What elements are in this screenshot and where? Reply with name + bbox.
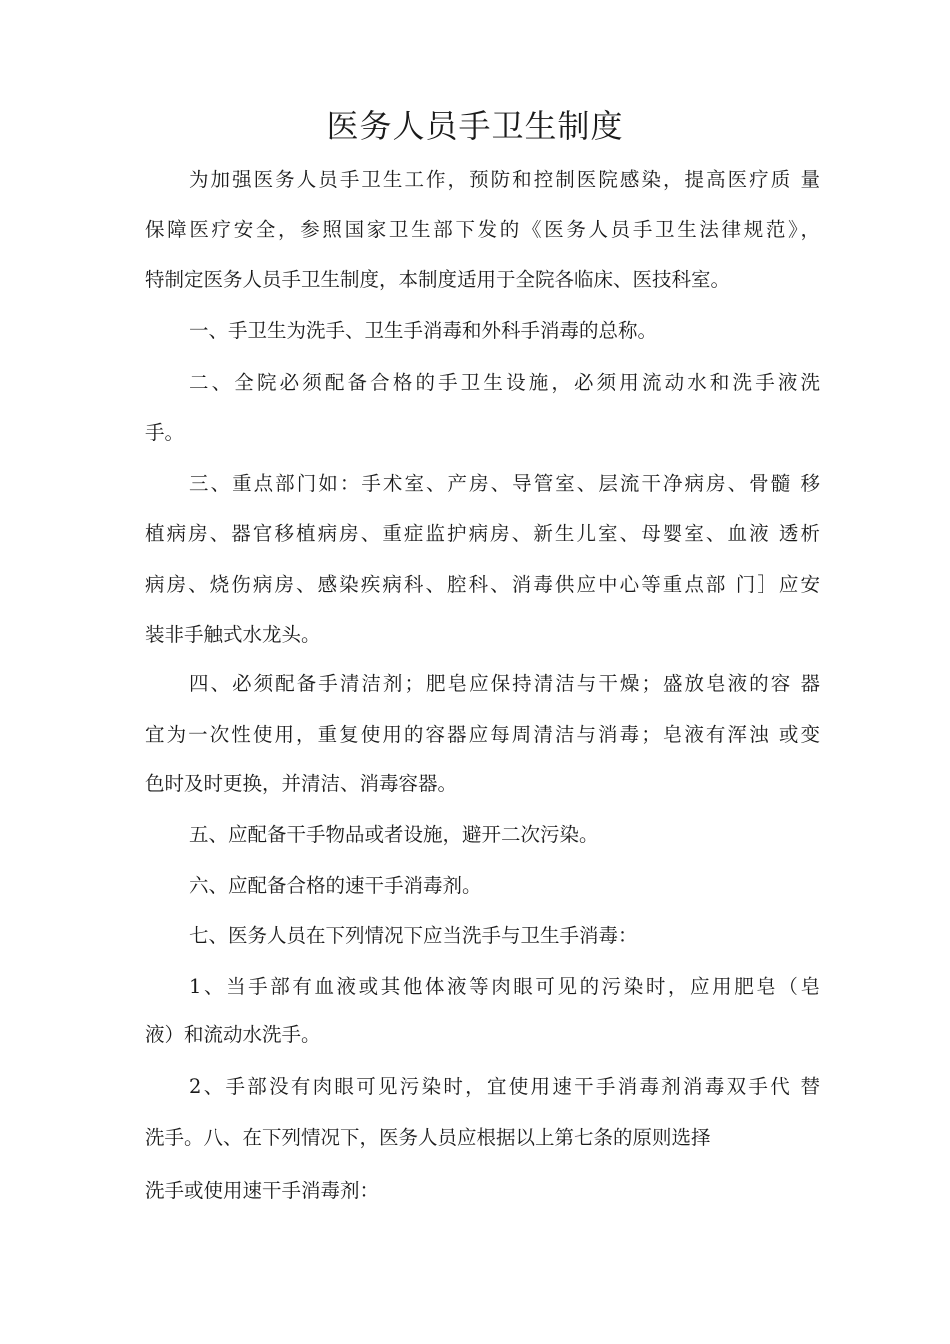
text-line: 三、重点部门如：手术室、产房、导管室、层流干净病房、骨髓 移	[189, 472, 820, 495]
text-line: 装非手触式水龙头。	[145, 623, 321, 646]
text-line: 保障医疗安全，参照国家卫生部下发的《医务人员手卫生法律规范》，	[145, 218, 820, 241]
text-line: 六、应配备合格的速干手消毒剂。	[189, 874, 482, 897]
text-line: 1、当手部有血液或其他体液等肉眼可见的污染时，应用肥皂（皂	[189, 975, 820, 998]
text-line: 为加强医务人员手卫生工作，预防和控制医院感染，提高医疗质 量	[189, 168, 820, 191]
text-line: 手。	[145, 421, 185, 444]
text-line: 特制定医务人员手卫生制度，本制度适用于全院各临床、医技科室。	[145, 268, 731, 291]
text-line: 一、手卫生为洗手、卫生手消毒和外科手消毒的总称。	[189, 319, 658, 342]
text-line: 二、全院必须配备合格的手卫生设施，必须用流动水和洗手液洗	[189, 371, 820, 394]
text-line: 病房、烧伤病房、感染疾病科、腔科、消毒供应中心等重点部 门］应安	[145, 573, 820, 596]
text-line: 五、应配备干手物品或者设施，避开二次污染。	[189, 823, 599, 846]
text-line: 植病房、器官移植病房、重症监护病房、新生儿室、母婴室、血液 透析	[145, 522, 820, 545]
text-line: 液）和流动水洗手。	[145, 1023, 321, 1046]
text-line: 洗手。八、在下列情况下，医务人员应根据以上第七条的原则选择	[145, 1126, 711, 1149]
text-line: 七、医务人员在下列情况下应当洗手与卫生手消毒：	[189, 924, 638, 947]
text-line: 洗手或使用速干手消毒剂：	[145, 1179, 380, 1202]
text-line: 四、必须配备手清洁剂；肥皂应保持清洁与干燥；盛放皂液的容 器	[189, 672, 820, 695]
text-line: 2、手部没有肉眼可见污染时，宜使用速干手消毒剂消毒双手代 替	[189, 1075, 820, 1098]
text-line: 宜为一次性使用，重复使用的容器应每周清洁与消毒；皂液有浑浊 或变	[145, 723, 820, 746]
text-line: 色时及时更换，并清洁、消毒容器。	[145, 772, 458, 795]
document-title: 医务人员手卫生制度	[326, 107, 624, 145]
